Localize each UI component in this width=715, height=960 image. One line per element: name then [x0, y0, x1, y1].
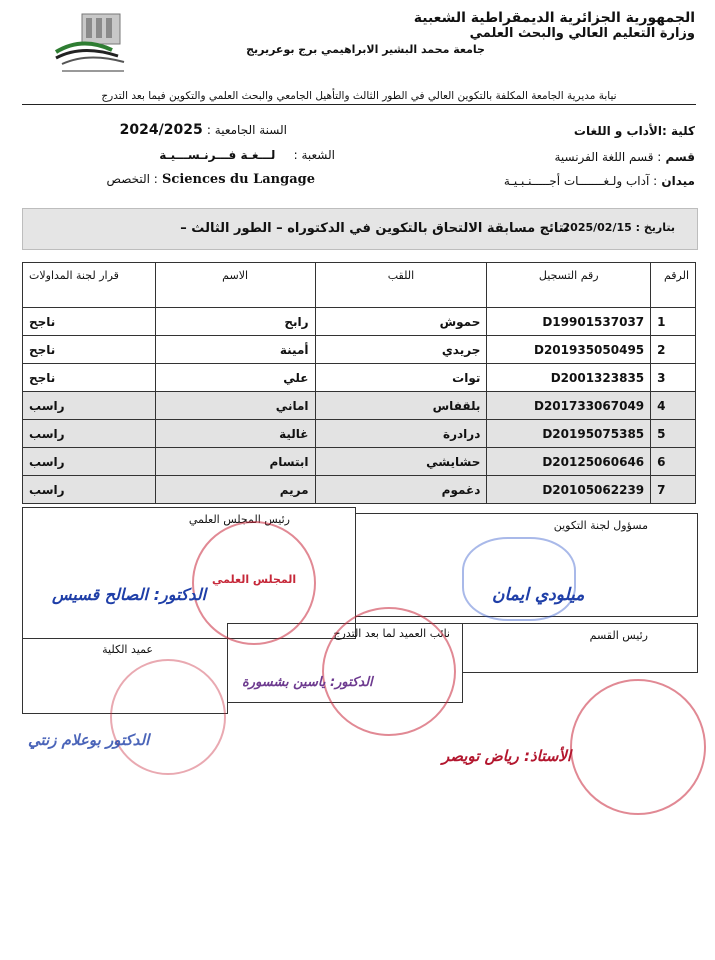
university-logo-icon [52, 8, 134, 78]
cell-registration: D201935050495 [487, 336, 651, 364]
council-head-label: رئيس المجلس العلمي [188, 513, 290, 526]
training-head-label: مسؤول لجنة التكوين [553, 519, 648, 532]
field-label: ميدان [661, 174, 695, 188]
field-value: : آداب ولـغـــــــات أجـــــنـبـيـة [503, 174, 658, 188]
header-university: جامعة محمد البشير الابراهيمي برج بوعريريج [246, 43, 485, 56]
specialty-label: : التخصص [106, 172, 158, 186]
specialty-value: Sciences du Langage [162, 172, 315, 187]
cell-last-name: حموش [315, 308, 487, 336]
table-row [23, 364, 696, 392]
dept-stamp-icon [570, 679, 706, 815]
cell-number: 5 [651, 420, 696, 448]
cell-registration: D201733067049 [487, 392, 651, 420]
cell-first-name: ابتسام [155, 448, 315, 476]
branch-value: لـــغـة فـــرنـســـيـة [159, 148, 276, 162]
cell-registration: D2001323835 [487, 364, 651, 392]
year-field [120, 122, 287, 138]
council-signature: الدكتور: الصالح قسيس [52, 585, 207, 604]
document-header [150, 10, 695, 58]
cell-number: 2 [651, 336, 696, 364]
date-label: بتاريخ : [635, 221, 675, 234]
cell-decision: راسب [23, 448, 156, 476]
vice-dean-label: نائب العميد لما بعد التدرج [333, 627, 450, 640]
table-row [23, 476, 696, 504]
cell-last-name: جريدي [315, 336, 487, 364]
year-value: 2024/2025 [119, 122, 203, 138]
dean-signature: الدكتور بوعلام زنتي [28, 731, 150, 749]
cell-registration: D19901537037 [487, 308, 651, 336]
signatures-block [22, 507, 698, 765]
dean-label: عميد الكلية [102, 643, 153, 656]
header-first-name: الاسم [155, 263, 315, 308]
table-row [23, 448, 696, 476]
vice-dean-signature: الدكتور: ياسين بشسورة [242, 675, 373, 690]
header-decision: قرار لجنة المداولات [23, 263, 156, 308]
faculty-label: كلية [670, 124, 695, 138]
dean-stamp-icon [110, 659, 226, 775]
training-stamp-icon [462, 537, 576, 621]
specialty-field [107, 172, 315, 187]
table-header-row [23, 263, 696, 308]
cell-decision: راسب [23, 476, 156, 504]
cell-decision: ناجح [23, 364, 156, 392]
dept-signature: الأستاذ: رياض تويصر [442, 747, 572, 765]
table-row [23, 336, 696, 364]
results-title: نتائج مسابقة الالتحاق بالتكوين في الدكتوراه – الطور الثالث – [180, 221, 569, 236]
header-registration: رقم التسجيل [487, 263, 651, 308]
table-row [23, 392, 696, 420]
cell-number: 6 [651, 448, 696, 476]
cell-decision: ناجح [23, 336, 156, 364]
cell-registration: D20125060646 [487, 448, 651, 476]
cell-first-name: اماني [155, 392, 315, 420]
results-date [563, 221, 675, 234]
header-number: الرقم [651, 263, 696, 308]
cell-first-name: رابح [155, 308, 315, 336]
cell-number: 3 [651, 364, 696, 392]
cell-first-name: أمينة [155, 336, 315, 364]
cell-first-name: غالية [155, 420, 315, 448]
cell-decision: ناجح [23, 308, 156, 336]
cell-last-name: درادرة [315, 420, 487, 448]
dept-head-box [462, 623, 698, 673]
table-row [23, 308, 696, 336]
table-row [23, 420, 696, 448]
vice-dean-stamp-icon [322, 607, 456, 736]
results-banner [22, 208, 698, 250]
council-stamp-text: المجلس العلمي [212, 573, 297, 586]
faculty-field [574, 124, 695, 138]
year-label: السنة الجامعية : [206, 123, 287, 137]
branch-label: الشعبة : [293, 148, 335, 162]
cell-last-name: حشايشي [315, 448, 487, 476]
cell-number: 7 [651, 476, 696, 504]
header-ministry: وزارة التعليم العالي والبحث العلمي [469, 26, 695, 41]
cell-last-name: توات [315, 364, 487, 392]
cell-first-name: علي [155, 364, 315, 392]
header-republic: الجمهورية الجزائرية الديمقراطية الشعبية [413, 10, 695, 26]
header-directorate: نيابة مديرية الجامعة المكلفة بالتكوين العالي في الطور الثالث والتأهيل الجامعي والبحث العلمي والتكوين فيما بعد التدرج [22, 90, 696, 105]
date-value: 2025/02/15 [562, 221, 632, 234]
branch-field [159, 148, 335, 162]
cell-registration: D20105062239 [487, 476, 651, 504]
cell-number: 4 [651, 392, 696, 420]
cell-registration: D20195075385 [487, 420, 651, 448]
cell-last-name: بلقفاس [315, 392, 487, 420]
faculty-value: :الأداب و اللغات [573, 124, 667, 138]
field-field [504, 174, 695, 188]
results-table [22, 262, 696, 504]
dept-value: : قسم اللغة الفرنسية [554, 150, 662, 164]
cell-decision: راسب [23, 420, 156, 448]
cell-decision: راسب [23, 392, 156, 420]
dept-label: قسم [665, 150, 695, 164]
dept-field [554, 150, 695, 164]
dept-head-label: رئيس القسم [589, 629, 648, 642]
training-signature: ميلودي ايمان [492, 585, 585, 605]
header-last-name: اللقب [315, 263, 487, 308]
cell-last-name: دغموم [315, 476, 487, 504]
cell-number: 1 [651, 308, 696, 336]
cell-first-name: مريم [155, 476, 315, 504]
